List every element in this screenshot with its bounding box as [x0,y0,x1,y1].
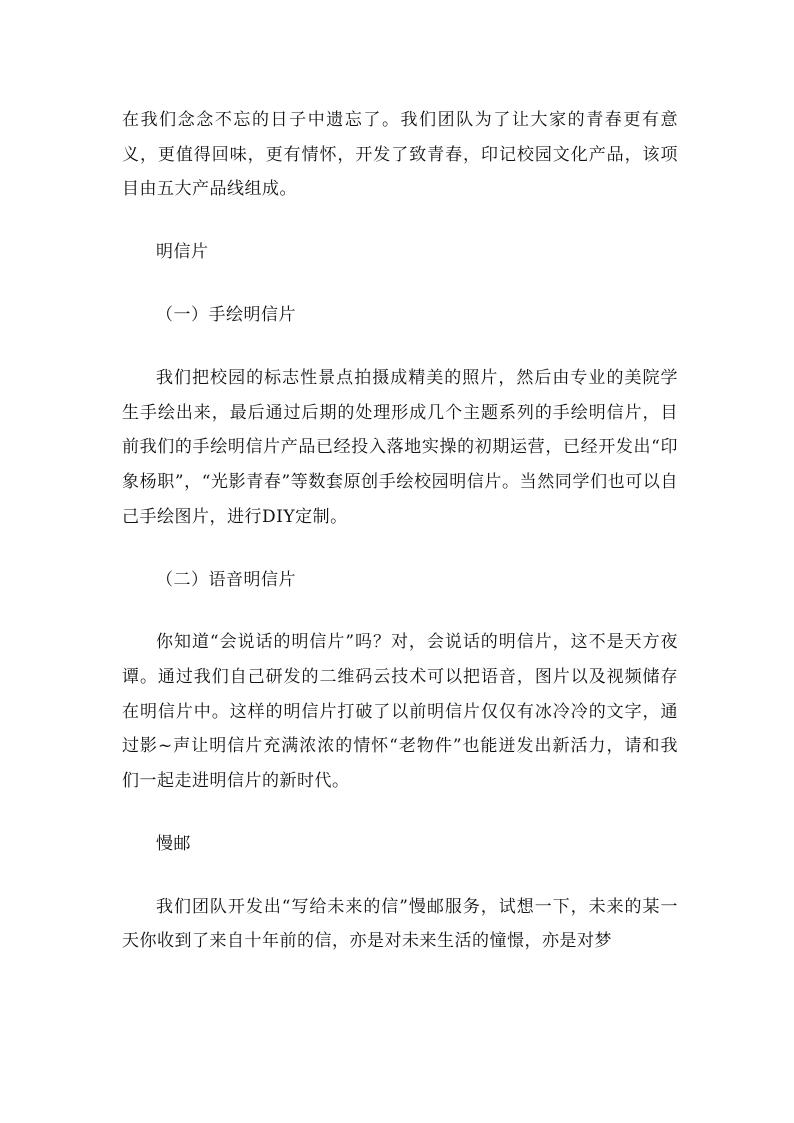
intro-paragraph: 在我们念念不忘的日子中遗忘了。我们团队为了让大家的青春更有意义，更值得回味，更有情怀，开发了致青春，印记校园文化产品，该项目由五大产品线组成。 [122,110,678,200]
paragraph-gap [122,207,678,235]
paragraph-gap [122,861,678,889]
paragraph-gap [122,333,678,361]
paragraph-gap [122,270,678,298]
slow-mail-paragraph: 我们团队开发出“写给未来的信”慢邮服务，试想一下，未来的某一天你收到了来自十年前的信，亦是对未来生活的憧憬，亦是对梦 [122,896,678,952]
paragraph-gap [122,798,678,826]
handdrawn-postcard-paragraph: 我们把校园的标志性景点拍摄成精美的照片，然后由专业的美院学生手绘出来，最后通过后期的处理形成几个主题系列的手绘明信片，目前我们的手绘明信片产品已经投入落地实操的初期运营，已经开发出“印象杨职”，“光影青春”等数套原创手绘校园明信片。当然同学们也可以自己手绘图片，进行DIY定制。 [122,368,678,527]
section-heading-slow-mail: 慢邮 [156,833,191,854]
paragraph-gap [122,534,678,562]
paragraph-gap [122,597,678,625]
voice-postcard-paragraph: 你知道“会说话的明信片”吗？对，会说话的明信片，这不是天方夜谭。通过我们自己研发的二维码云技术可以把语音，图片以及视频储存在明信片中。这样的明信片打破了以前明信片仅仅有冰冷冷的文字，通过影~声让明信片充满浓浓的情怀“老物件”也能迸发出新活力，请和我们一起走进明信片的新时代。 [122,632,678,791]
section-heading-postcard: 明信片 [156,242,209,263]
document-body [122,103,678,959]
subsection-heading-handdrawn: （一）手绘明信片 [156,305,296,326]
subsection-heading-voice: （二）语音明信片 [156,569,296,590]
